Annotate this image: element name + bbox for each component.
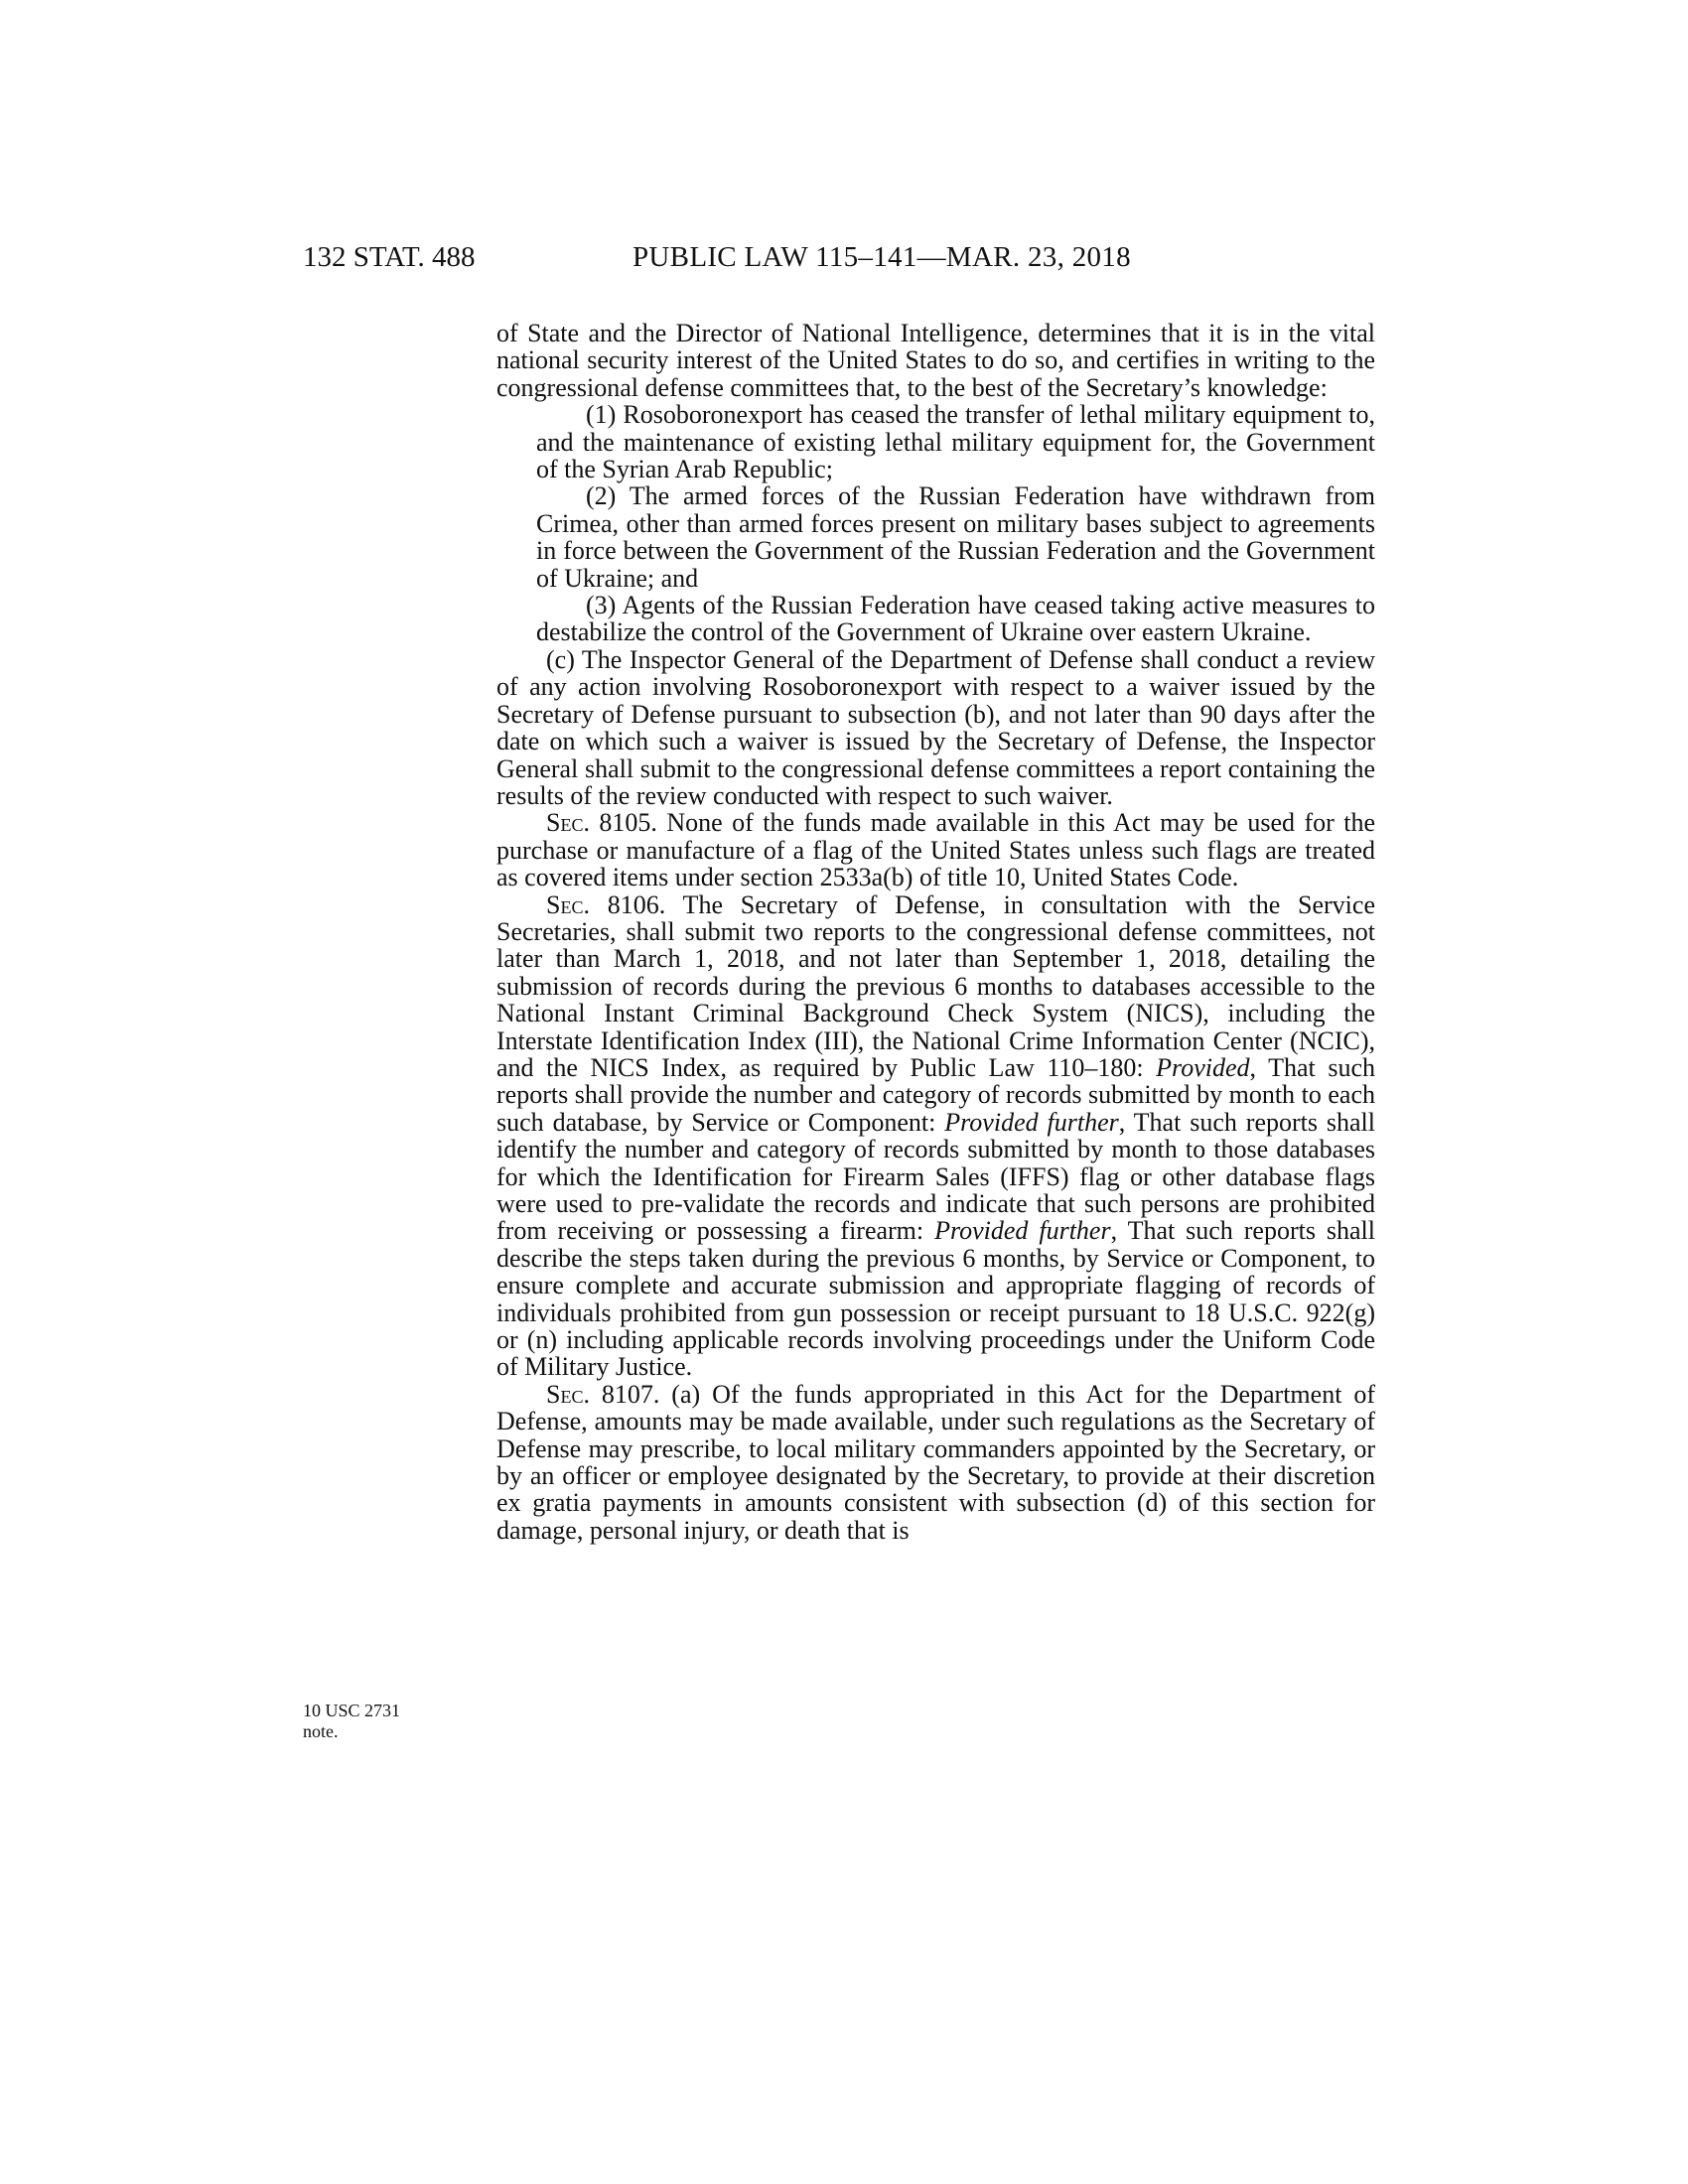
subsection-c: (c) The Inspector General of the Department of Defense shall conduct a review of any action involving Rosoboronexport with respect to a waiver issued by the Secretary of Defense pursuant to subsection (b), and not later than 90 days after the date on which such a waiver is issued by the Secretary of Defense, the Inspector General shall submit to the congressional defense committees a report containing the results of the review conducted with respect to such waiver. [496,644,1375,810]
sec-label: Sec. [546,889,590,919]
proviso-provided-further: Provided further [934,1216,1111,1246]
section-8106-part-d: , That such reports shall describe the steps taken during the previous 6 months, by Service or Component, to ensure complete and accurate submission and appropriate flagging of records of individuals prohibited from gun possession or receipt pursuant to 18 U.S.C. 922(g) or (n) including applicable records involving proceedings under the Uniform Code of Military Justice. [496,1216,1375,1382]
section-8106 [496,891,1375,1381]
margin-note-suffix: note. [303,1721,339,1741]
list-item-1: (1) Rosoboronexport has ceased the transfer of lethal military equipment to, and the maintenance of existing lethal military equipment for, the Government of the Syrian Arab Republic; [536,400,1375,484]
intro-paragraph: of State and the Director of National Intelligence, determines that it is in the vital national security interest of the United States to do so, and certifies in writing to the congressional defense committees that, to the best of the Secretary’s knowledge: [496,319,1375,402]
margin-note [303,1701,472,1742]
proviso-provided: Provided [1156,1052,1250,1082]
body-text [496,320,1375,1544]
section-8106-part-c: , That such reports shall identify the number and category of records submitted by month to those databases for which the Identification for Firearm Sales (IFFS) flag or other database flags were used to pre-validate the records and indicate that such persons are prohibited from receiving or possessing a firearm: [496,1107,1375,1246]
list-item-2: (2) The armed forces of the Russian Federation have withdrawn from Crimea, other than armed forces present on military bases subject to agreements in force between the Government of the Russian Federation and the Government of Ukraine; and [536,481,1375,593]
section-8106-part-b: , That such reports shall provide the number and category of records submitted by month to each such database, by Service or Component: [496,1052,1375,1137]
list-item-3: (3) Agents of the Russian Federation have ceased taking active measures to destabilize the control of the Government of Ukraine over eastern Ukraine. [536,591,1375,647]
sec-label: Sec. [546,1379,590,1409]
section-8105-text: 8105. None of the funds made available in this Act may be used for the purchase or manufacture of a flag of the United States unless such flags are treated as covered items under section 2533a(b) of title 10, United States Code. [496,808,1375,892]
margin-note-citation: 10 USC 2731 [303,1701,401,1720]
sec-label: Sec. [546,808,590,838]
section-8107 [496,1381,1375,1544]
proviso-provided-further: Provided further [944,1107,1119,1137]
section-8107-text: 8107. (a) Of the funds appropriated in this Act for the Department of Defense, amounts may be made available, under such regulations as the Secretary of Defense may prescribe, to local military commanders appointed by the Secretary, or by an officer or employee designated by the Secretary, to provide at their discretion ex gratia payments in amounts consistent with subsection (d) of this section for damage, personal injury, or death that is [496,1379,1375,1545]
page-number: 132 STAT. 488 [303,241,476,273]
page-header [303,241,1375,281]
section-8106-part-a: 8106. The Secretary of Defense, in consultation with the Service Secretaries, shall submit two reports to the congressional defense committees, not later than March 1, 2018, and not later than September 1, 2018, detailing the submission of records during the previous 6 months to databases accessible to the National Instant Criminal Background Check System (NICS), including the Interstate Identification Index (III), the National Crime Information Center (NCIC), and the NICS Index, as required by Public Law 110–180: [496,889,1375,1082]
section-8105 [496,809,1375,890]
running-title: PUBLIC LAW 115–141—MAR. 23, 2018 [633,241,1131,273]
